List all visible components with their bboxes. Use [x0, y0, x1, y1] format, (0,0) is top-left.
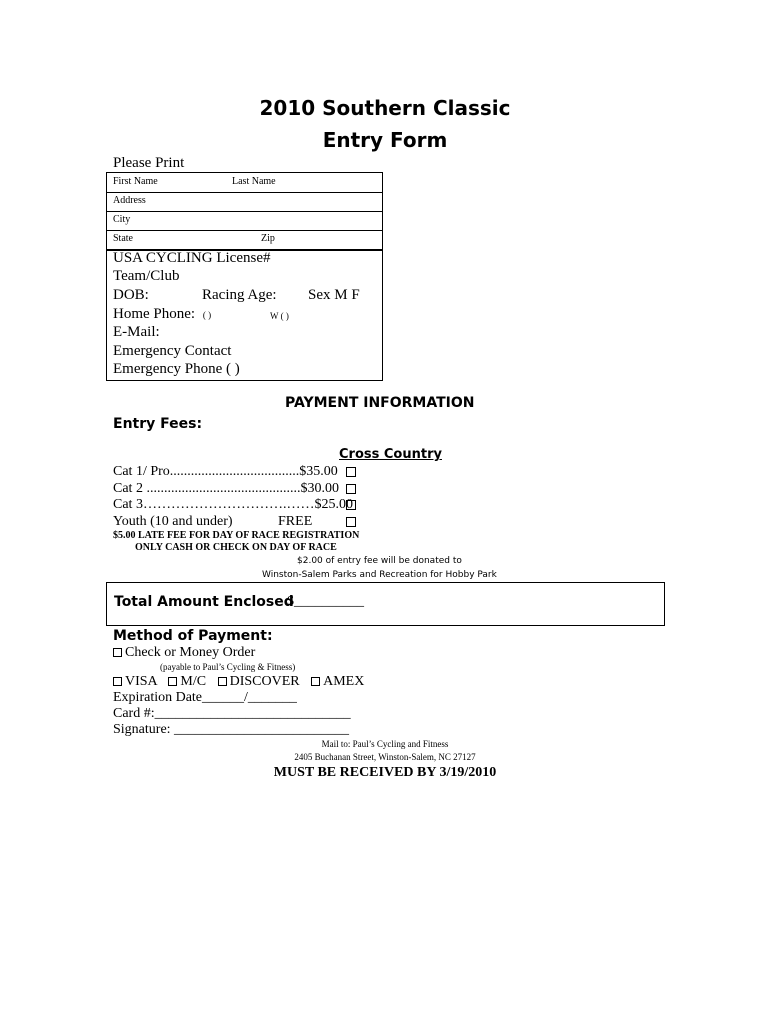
donation-line1: $2.00 of entry fee will be donated to [297, 556, 462, 566]
fee-youth: Youth (10 and under) FREE [113, 514, 313, 529]
fee-cat1-checkbox[interactable] [346, 467, 356, 477]
amex-checkbox[interactable] [311, 677, 320, 686]
check-checkbox[interactable] [113, 648, 122, 657]
payable-note: (payable to Paul’s Cycling & Fitness) [160, 662, 296, 672]
racing-age-field[interactable]: Racing Age: [202, 287, 277, 303]
check-option[interactable] [113, 645, 255, 661]
emergency-phone-field[interactable]: Emergency Phone ( ) [113, 361, 240, 377]
late-fee-notice: $5.00 LATE FEE FOR DAY OF RACE REGISTRATION [113, 530, 360, 541]
address-label: Address [113, 195, 146, 206]
city-row[interactable] [107, 211, 382, 231]
entry-fees-label: Entry Fees: [113, 416, 203, 432]
discover-label: DISCOVER [229, 674, 300, 689]
form-title-line1: 2010 Southern Classic [259, 96, 511, 120]
state-zip-row[interactable] [107, 230, 382, 249]
fee-cat3: Cat 3………………………….……$25.00 [113, 497, 353, 512]
fee-cat2-checkbox[interactable] [346, 484, 356, 494]
cross-country-heading: Cross Country [339, 447, 442, 462]
home-phone-paren: ( ) [202, 310, 212, 320]
signature-field[interactable]: Signature: _________________________ [113, 722, 350, 737]
card-type-options [113, 674, 364, 690]
dob-field[interactable]: DOB: [113, 287, 149, 303]
form-title-line2: Entry Form [322, 128, 448, 152]
fee-cat2: Cat 2 ............................................$30.00 [113, 481, 339, 496]
cash-only-notice: ONLY CASH OR CHECK ON DAY OF RACE [135, 542, 337, 553]
state-label: State [113, 233, 133, 244]
discover-checkbox[interactable] [218, 677, 227, 686]
total-value-field[interactable]: $__________ [287, 594, 364, 609]
contact-box [106, 172, 383, 251]
sex-field[interactable]: Sex M F [308, 287, 360, 303]
donation-line2: Winston-Salem Parks and Recreation for Hobby Park [262, 570, 497, 580]
total-label: Total Amount Enclosed [114, 594, 294, 610]
expiration-field[interactable]: Expiration Date______/_______ [113, 690, 297, 705]
mc-checkbox[interactable] [168, 677, 177, 686]
home-phone-label: Home Phone: [113, 306, 196, 322]
mail-address-line: 2405 Buchanan Street, Winston-Salem, NC 27127 [294, 752, 476, 762]
amex-label: AMEX [323, 674, 365, 689]
card-number-field[interactable]: Card #:____________________________ [113, 706, 351, 721]
visa-label: VISA [125, 674, 157, 689]
fee-cat1: Cat 1/ Pro.....................................$35.00 [113, 464, 338, 479]
city-label: City [113, 214, 131, 225]
zip-label: Zip [261, 233, 275, 244]
work-phone-field[interactable]: W ( ) [270, 311, 289, 321]
email-field[interactable]: E-Mail: [113, 324, 160, 340]
check-label: Check or Money Order [125, 645, 256, 660]
first-name-label: First Name [113, 176, 158, 187]
emergency-contact-field[interactable]: Emergency Contact [113, 343, 232, 359]
license-field[interactable]: USA CYCLING License# [113, 250, 271, 266]
method-heading: Method of Payment: [113, 628, 273, 644]
please-print-label: Please Print [113, 155, 185, 171]
mail-to-line: Mail to: Paul’s Cycling and Fitness [321, 739, 449, 749]
deadline-notice: MUST BE RECEIVED BY 3/19/2010 [273, 765, 497, 780]
name-row[interactable] [107, 173, 382, 193]
fee-cat3-checkbox[interactable] [346, 500, 356, 510]
visa-checkbox[interactable] [113, 677, 122, 686]
address-row[interactable] [107, 192, 382, 212]
last-name-label: Last Name [232, 176, 276, 187]
mc-label: M/C [180, 674, 207, 689]
home-phone-field[interactable] [113, 306, 211, 323]
fee-youth-checkbox[interactable] [346, 517, 356, 527]
team-field[interactable]: Team/Club [113, 268, 180, 284]
payment-heading: PAYMENT INFORMATION [285, 395, 475, 411]
